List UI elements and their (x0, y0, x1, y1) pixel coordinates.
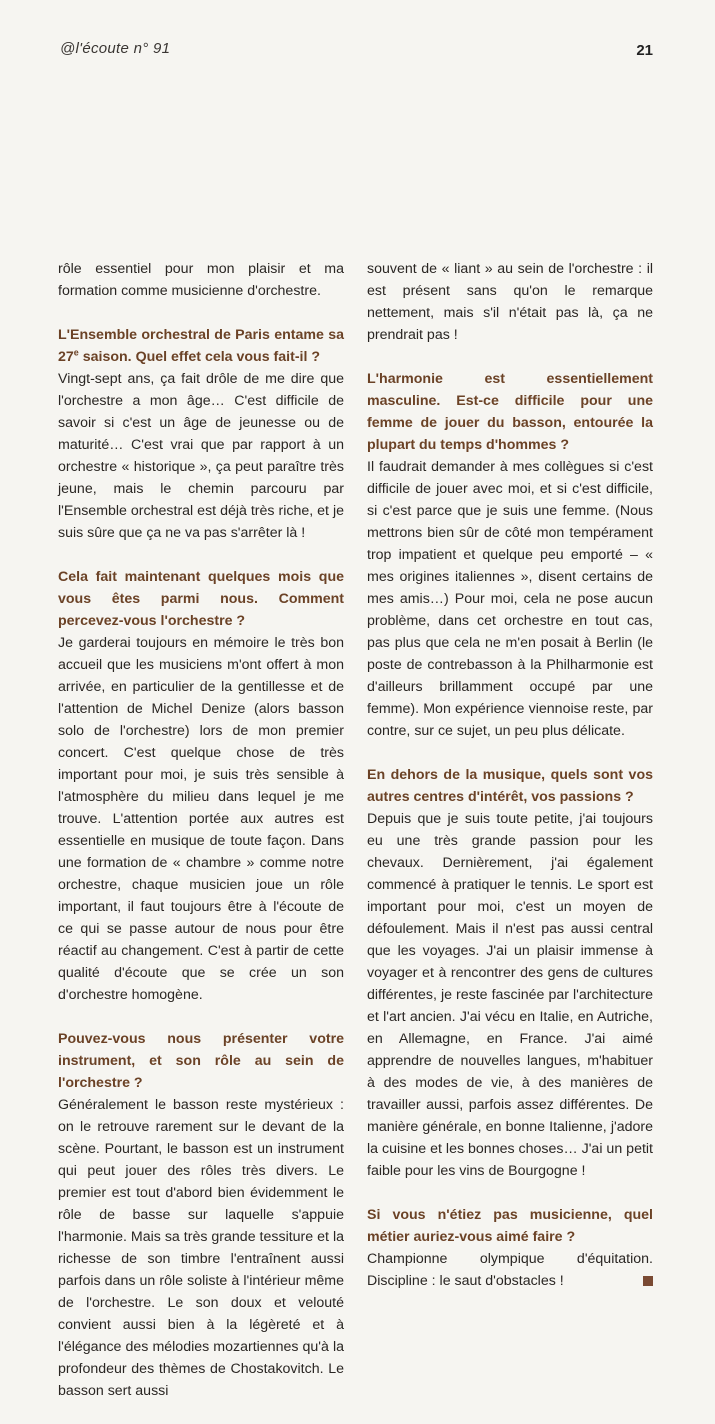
magazine-issue: @l'écoute n° 91 (60, 40, 171, 57)
right-column (367, 258, 653, 1314)
question-1-superscript: e (73, 347, 79, 358)
question-6: Si vous n'étiez pas musicienne, quel métier auriez-vous aimé faire ? (367, 1207, 653, 1245)
answer-2: Je garderai toujours en mémoire le très bon accueil que les musiciens m'ont offert à mon arrivée, en particulier de la gentillesse et de l'attention de Michel Denize (alors basson solo de l'orchestre) lors de mon premier concert. C'est quelque chose de très important pour moi, je suis très sensible à l'atmosphère du milieu dans lequel je me trouve. L'attention portée aux autres est essentielle en musique de toute façon. Dans une formation de « chambre » comme notre orchestre, chaque musicien joue un rôle important, il faut toujours être à l'écoute de ce qui se passe autour de nous pour être réactif au changement. C'est à partir de cette qualité d'écoute que se crée un son d'orchestre homogène. (58, 635, 344, 1003)
answer-6 (367, 1248, 653, 1292)
continuation-paragraph: souvent de « liant » au sein de l'orchestre : il est présent sans qu'on le remarque nettement, mais s'il n'était pas là, ça ne prendrait pas ! (367, 261, 653, 343)
answer-6-text: Championne olympique d'équitation. Discipline : le saut d'obstacles ! (367, 1251, 653, 1289)
answer-5: Depuis que je suis toute petite, j'ai toujours eu une très grande passion pour les chevaux. Dernièrement, j'ai également commencé à pratiquer le tennis. Le sport est important pour moi, c'est un moyen de défoulement. Mais il n'est pas aussi central que les voyages. J'ai un plaisir immense à voyager et à rencontrer des gens de cultures différentes, je reste fascinée par l'architecture et l'art ancien. J'ai vécu en Italie, en Autriche, en Allemagne, en France. J'ai aimé apprendre de nouvelles langues, m'habituer à des modes de vie, à des manières de travailler aussi, parfois assez différentes. De manière générale, en bonne Italienne, j'adore la cuisine et les bonnes choses… J'ai un petit faible pour les vins de Bourgogne ! (367, 811, 653, 1179)
question-5: En dehors de la musique, quels sont vos autres centres d'intérêt, vos passions ? (367, 767, 653, 805)
question-1-start: L'Ensemble orchestral de Paris entame sa 27 (58, 327, 344, 365)
question-3: Pouvez-vous nous présenter votre instrument, et son rôle au sein de l'orchestre ? (58, 1031, 344, 1091)
question-1 (58, 324, 344, 368)
answer-3: Généralement le basson reste mystérieux : on le retrouve rarement sur le devant de la scène. Pourtant, le basson est un instrument qui peut jouer des rôles très divers. Le premier est tout d'abord bien évidemment le rôle de basse sur laquelle s'appuie l'harmonie. Mais sa très grande tessiture et la richesse de son timbre l'entraînent aussi parfois dans un rôle soliste à l'intérieur même de l'orchestre. Le son doux et velouté convient aussi bien à la légèreté et à l'élégance des mélodies mozartiennes qu'à la profondeur des thèmes de Chostakovitch. Le basson sert aussi (58, 1097, 344, 1399)
question-4: L'harmonie est essentiellement masculine. Est-ce difficile pour une femme de jouer du basson, entourée la plupart du temps d'hommes ? (367, 371, 653, 453)
page-number: 21 (636, 42, 653, 59)
answer-1: Vingt-sept ans, ça fait drôle de me dire que l'orchestre a mon âge… C'est difficile de savoir si c'est un âge de jeunesse ou de maturité… C'est vrai que par rapport à un orchestre « historique », ça peut paraître très jeune, mais le chemin parcouru par l'Ensemble orchestral est déjà très riche, et je suis sûre que ça ne va pas s'arrêter là ! (58, 371, 344, 541)
end-of-article-mark (643, 1276, 653, 1286)
opening-paragraph: rôle essentiel pour mon plaisir et ma formation comme musicienne d'orchestre. (58, 261, 344, 299)
question-1-end: saison. Quel effet cela vous fait-il ? (78, 349, 321, 365)
question-2: Cela fait maintenant quelques mois que vous êtes parmi nous. Comment percevez-vous l'orchestre ? (58, 569, 344, 629)
left-column (58, 258, 344, 1424)
answer-4: Il faudrait demander à mes collègues si c'est difficile de jouer avec moi, et si c'est difficile, si c'est parce que je suis une femme. (Nous mettrons bien sûr de côté mon tempérament trop impatient et quelque peu emporté – « mes origines italiennes », disent certains de mes amis…) Pour moi, cela ne pose aucun problème, dans cet orchestre en tout cas, pas plus que cela ne m'en posait à Berlin (le poste de contrebasson à la Philharmonie est d'ailleurs brillamment occupé par une femme). Mon expérience viennoise reste, par contre, sur ce sujet, un peu plus délicate. (367, 459, 653, 739)
